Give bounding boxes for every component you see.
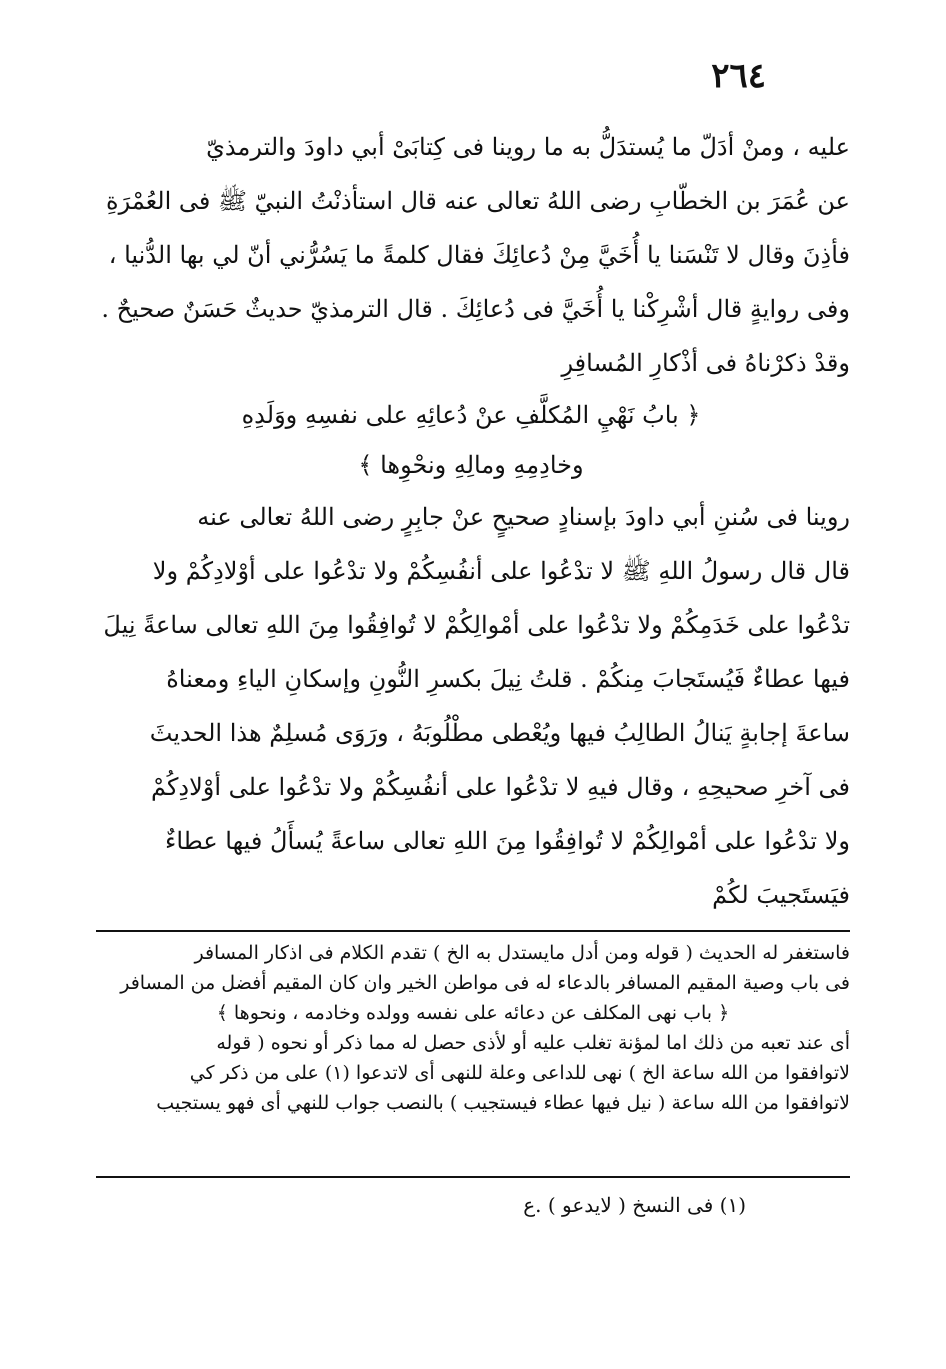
commentary-footnotes [96,938,850,1118]
body-line: ساعةَ إجابةٍ يَنالُ الطالِبُ فيها ويُعْطى مطْلُوبَهُ ، ورَوَى مُسلِمٌ هذا الحديثَ [149,719,850,747]
footnote-divider-bottom [96,1176,850,1178]
footnote-line: فاستغفر له الحديث ( قوله ومن أدل مايستدل به الخ ) تقدم الكلام فى اذكار المسافر [194,942,850,964]
page-number: ٢٦٤ [711,56,766,96]
footnote-heading: ﴿ باب نهى المكلف عن دعائه على نفسه وولده وخادمه ، ونحوها ﴾ [216,1002,730,1024]
footnote-line: لاتوافقوا من الله ساعة الخ ) نهى للداعى وعلة للنهى أى لاتدعوا (١) على من ذكر كي [189,1062,850,1084]
main-line: فأذِنَ وقال لا تَنْسَنا يا أُخَيَّ مِنْ دُعائِكَ فقال كلمةً ما يَسُرُّني أنّ لي بها الدُّنيا ، [108,241,850,269]
main-line: عن عُمَرَ بن الخطّابِ رضى اللهُ تعالى عنه قال استأذنْتُ النبيّ ﷺ فى العُمْرَةِ [106,187,850,215]
main-text [92,120,850,922]
main-line: عليه ، ومنْ أدَلّ ما يُستدَلُّ به ما روينا فى كِتابَىْ أبي داودَ والترمذيّ [206,133,850,161]
editorial-footnote: (١) فى النسخ ( لايدعو ) .ع [523,1193,746,1217]
footnote-line: لاتوافقوا من الله ساعة ( نيل فيها عطاء فيستجيب ) بالنصب جواب للنهي أى فهو يستجيب [156,1092,850,1114]
footnote-line: أى عند تعبه من ذلك اما لمؤنة تغلب عليه أو لأذى حصل له مما ذكر أو نحوه ( قوله [216,1032,850,1054]
main-line: وقدْ ذكرْناهُ فى أذْكارِ المُسافِرِ [561,349,850,377]
body-line: ولا تدْعُوا على أمْوالِكُمْ لا تُوافِقُوا مِنَ اللهِ تعالى ساعةً يُسأَلُ فيها عطاءٌ [165,827,850,855]
section-heading-line: ﴿ بابُ نَهْيِ المُكلَّفِ عنْ دُعائِهِ على نفسِهِ ووَلَدِهِ [241,401,701,429]
footnote-line: فى باب وصية المقيم المسافر بالدعاء له فى مواطن الخير وان كان المقيم أفضل من المسافر [120,972,850,994]
section-heading-line: وخادِمِهِ ومالِهِ ونحْوِها ﴾ [358,451,584,479]
body-line: روينا فى سُننِ أبي داودَ بإسنادٍ صحيحٍ عنْ جابِرٍ رضى اللهُ تعالى عنه [197,503,850,531]
body-line: فى آخرِ صحيحِهِ ، وقال فيهِ لا تدْعُوا على أنفُسِكُمْ ولا تدْعُوا على أوْلادِكُمْ [151,773,850,801]
main-line: وفى روايةٍ قال أشْرِكْنا يا أُخَيَّ فى دُعائِكَ . قال الترمذيّ حديثٌ حَسَنٌ صحيحٌ . [101,295,850,323]
body-line: فيها عطاءٌ فَيُستَجابَ مِنكُمْ . قلتُ نِيلَ بكسرِ النُّونِ وإسكانِ الياءِ ومعناهُ [166,665,850,693]
body-line: تدْعُوا على خَدَمِكُمْ ولا تدْعُوا على أمْوالِكُمْ لا تُوافِقُوا مِنَ اللهِ تعالى ساعةً نِيلَ [103,611,850,639]
body-line: فيَستَجيبَ لكُمْ [712,881,850,909]
footnote-divider [96,930,850,932]
body-line: قال قال رسولُ اللهِ ﷺ لا تدْعُوا على أنفُسِكُمْ ولا تدْعُوا على أوْلادِكُمْ ولا [152,557,850,585]
